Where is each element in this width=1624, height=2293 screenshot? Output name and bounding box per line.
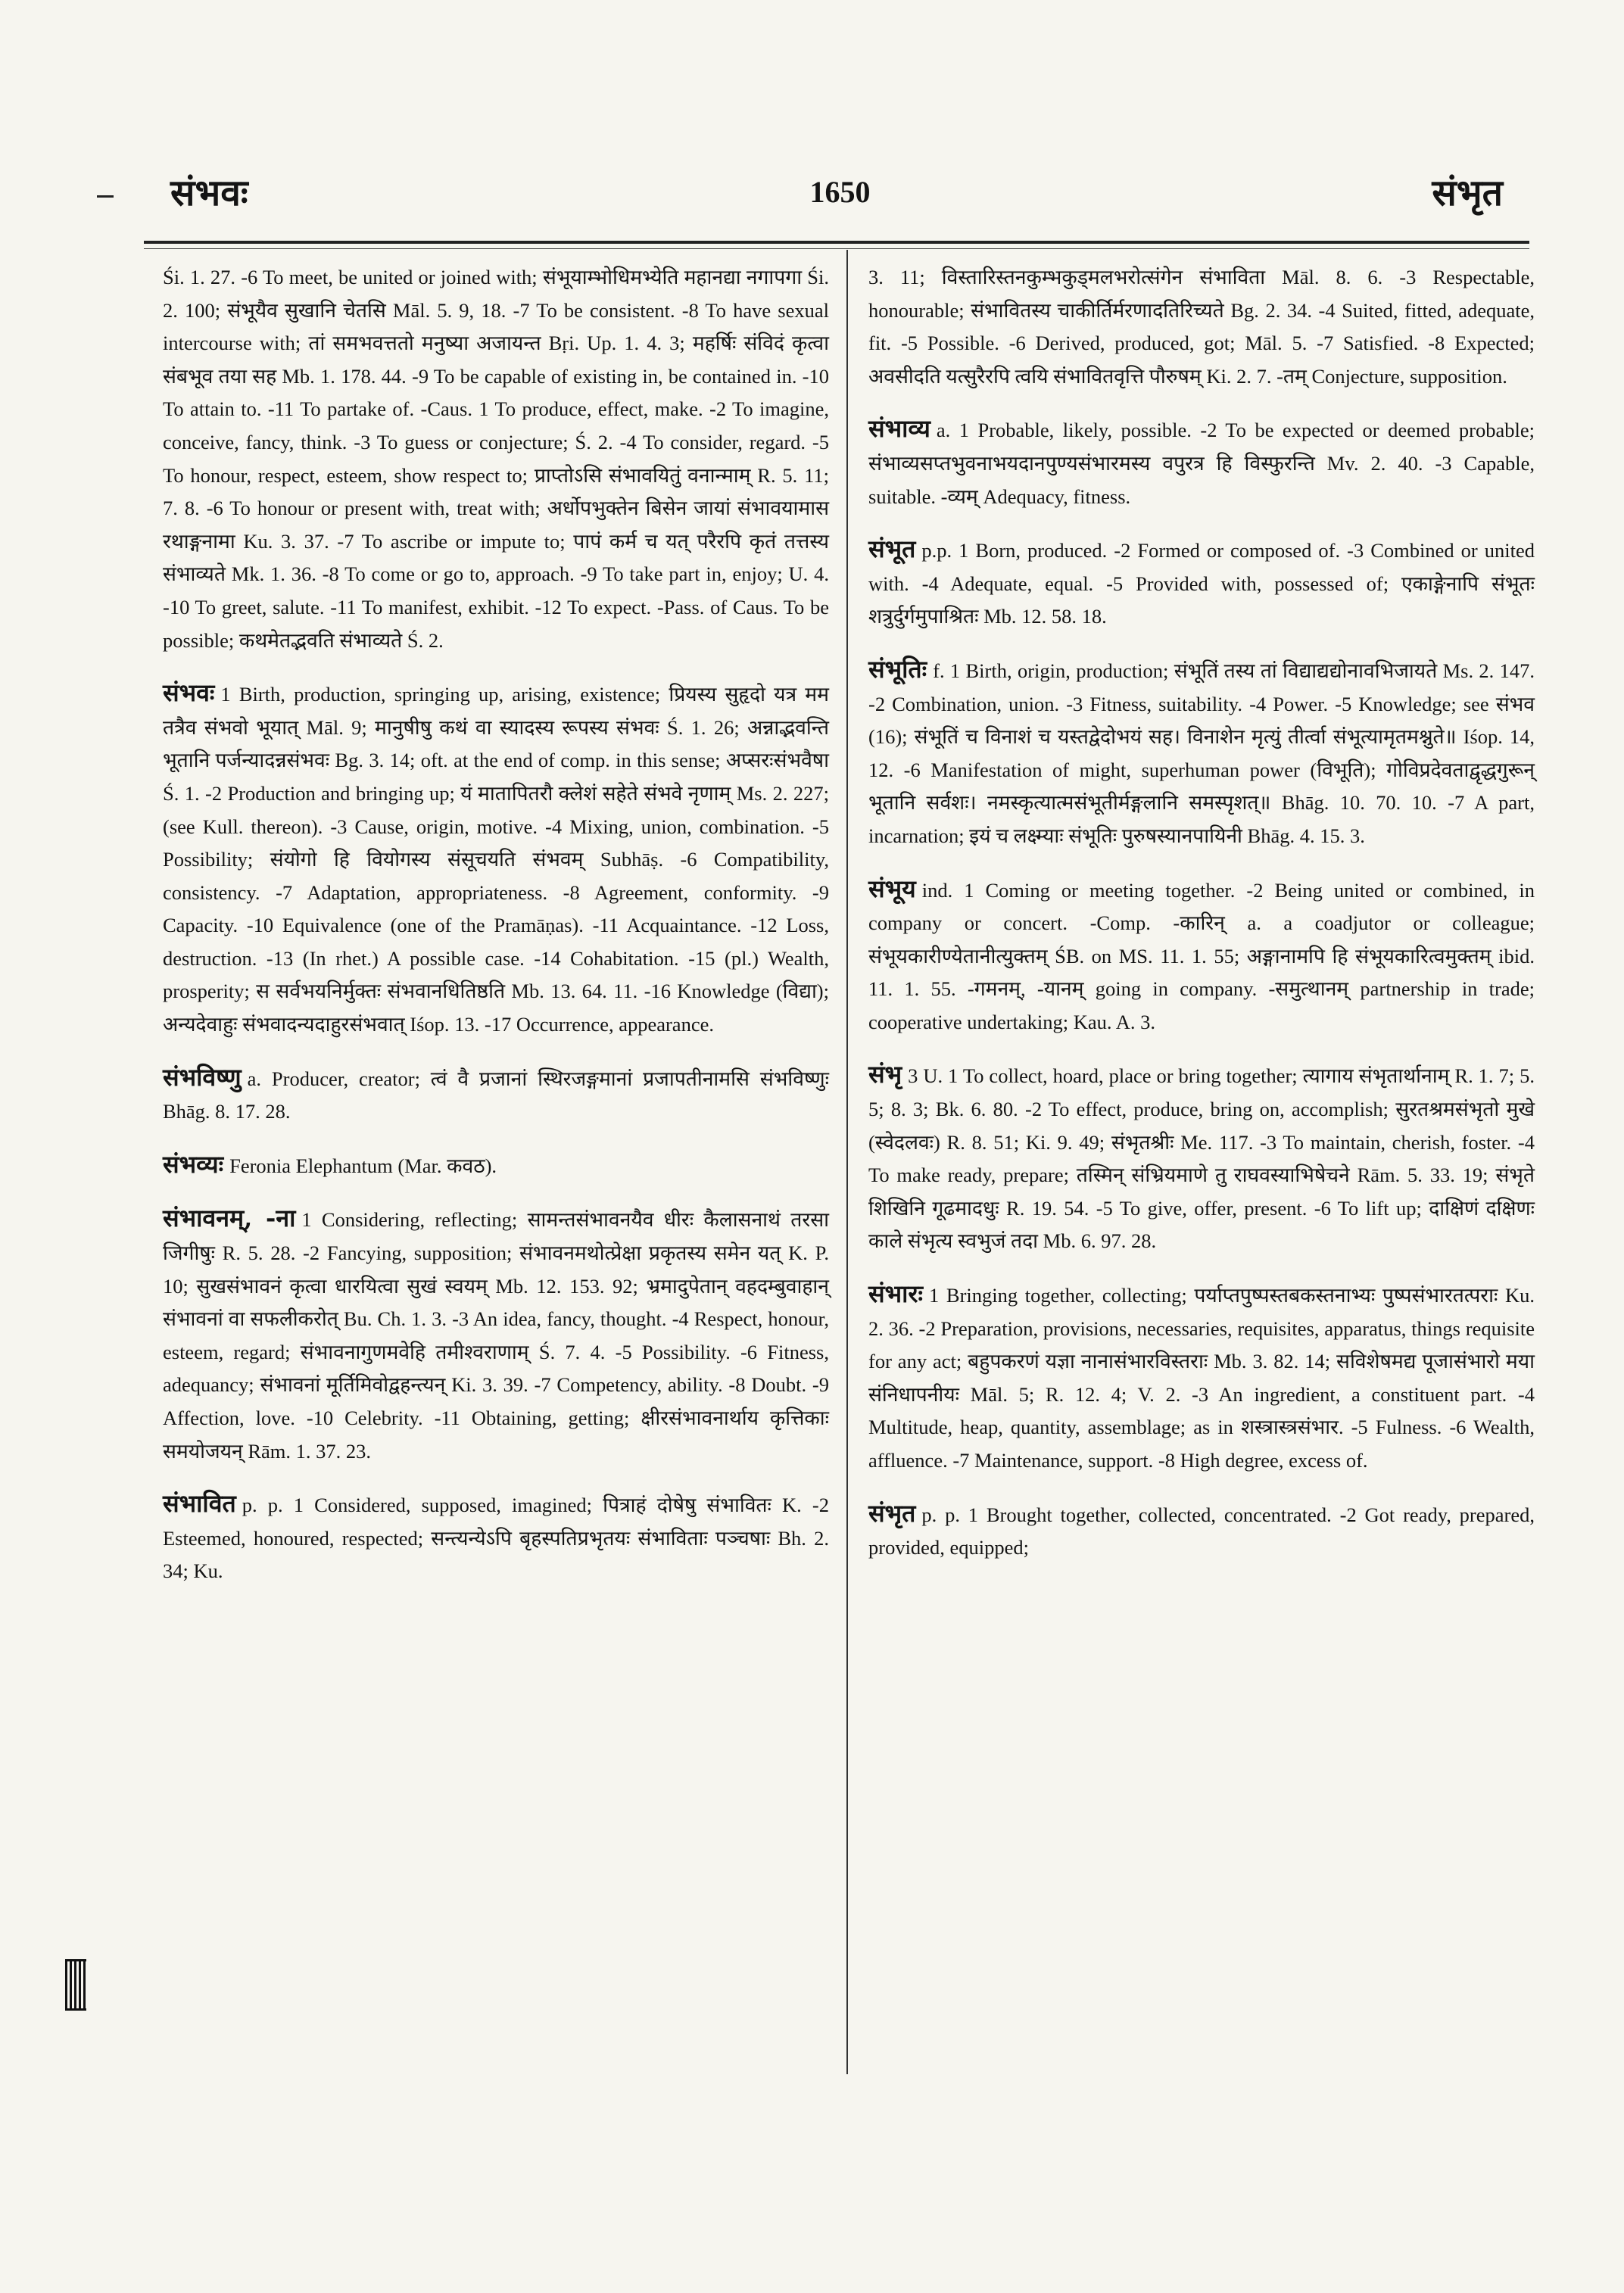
- running-header: [170, 165, 1503, 218]
- dictionary-entry: [868, 1278, 1535, 1478]
- entry-definition: p. p. 1 Considered, supposed, imagined; पित्राहं दोषेषु संभावितः K. -2 Esteemed, honoured, respected; सन्त्यन्येऽपि बृहस्पतिप्रभृतयः संभाविताः पञ्चषाः Bh. 2. 34; Ku.: [163, 1494, 829, 1583]
- entry-headword: संभूय: [868, 874, 916, 903]
- page-number: 1650: [809, 174, 871, 209]
- dictionary-entry: [163, 261, 829, 657]
- entry-headword: संभूत: [868, 534, 916, 564]
- entry-headword: संभृत: [868, 1498, 916, 1528]
- entry-headword: संभावनम्, -ना: [163, 1204, 296, 1233]
- entry-headword: संभवः: [163, 678, 215, 708]
- dictionary-entry: [163, 1488, 829, 1588]
- entry-headword: संभृ: [868, 1060, 902, 1089]
- dictionary-entry: [868, 261, 1535, 393]
- dictionary-entry: [163, 1148, 829, 1183]
- dictionary-entry: [868, 533, 1535, 634]
- entry-definition: Feronia Elephantum (Mar. कवठ).: [229, 1154, 497, 1177]
- left-running-headword: संभवः: [170, 171, 248, 214]
- entry-definition: f. 1 Birth, origin, production; संभूतिं तस्य तां विद्याद्यद्योनावभिजायते Ms. 2. 147. -2 Combination, union. -3 Fitness, suitability. -4 Power. -5 Knowledge; see संभव (16); संभूतिं च विनाशं च यस्तद्वेदोभयं सह। विनाशेन मृत्युं तीर्त्वा संभूत्यामृतमश्नुते॥ Iśop. 14, 12. -6 Manifestation of might, superhuman power (विभूति); गोविप्रदेवताद्वृद्धगुरून् भूतानि सर्वशः। नमस्कृत्यात्मसंभूतीर्मङ्गलानि समस्पृशत्॥ Bhāg. 10. 70. 10. -7 A part, incarnation; इयं च लक्ष्म्याः संभूतिः पुरुषस्यानपायिनी Bhāg. 4. 15. 3.: [868, 659, 1535, 847]
- right-running-headword: संभृत: [1432, 171, 1503, 214]
- entry-headword: संभविष्णु: [163, 1062, 242, 1092]
- column-divider: [846, 250, 848, 2074]
- dictionary-entry: [163, 1202, 829, 1468]
- margin-register-mark: [65, 1959, 86, 2011]
- entry-definition: Śi. 1. 27. -6 To meet, be united or joined with; संभूयाम्भोधिमभ्येति महानद्या नगापगा Śi. 2. 100; संभूयैव सुखानि चेतसि Māl. 5. 9, 18. -7 To be consistent. -8 To have sexual intercourse with; तां समभवत्ततो मनुष्या अजायन्त Bṛi. Up. 1. 4. 3; महर्षिः संविदं कृत्वा संबभूव तया सह Mb. 1. 178. 44. -9 To be capable of existing in, be contained in. -10 To attain to. -11 To partake of. -Caus. 1 To produce, effect, make. -2 To imagine, conceive, fancy, think. -3 To guess or conjecture; Ś. 2. -4 To consider, regard. -5 To honour, respect, esteem, show respect to; प्राप्तोऽसि संभावयितुं वनान्माम् R. 5. 11; 7. 8. -6 To honour or present with, treat with; अर्धोपभुक्तेन बिसेन जायां संभावयामास रथाङ्गनामा Ku. 3. 37. -7 To ascribe or impute to; पापं कर्म च यत् परैरपि कृतं तत्तस्य संभाव्यते Mk. 1. 36. -8 To come or go to, approach. -9 To take part in, enjoy; U. 4. -10 To greet, salute. -11 To manifest, exhibit. -12 To expect. -Pass. of Caus. To be possible; कथमेतद्भवति संभाव्यते Ś. 2.: [163, 266, 829, 652]
- entry-definition: 3 U. 1 To collect, hoard, place or bring together; त्यागाय संभृतार्थानाम् R. 1. 7; 5. 5; 8. 3; Bk. 6. 80. -2 To effect, produce, bring on, accomplish; सुरतश्रमसंभृतो मुखे (स्वेदलवः) R. 8. 51; Ki. 9. 49; संभृतश्रीः Me. 117. -3 To maintain, cherish, foster. -4 To make ready, prepare; तस्मिन् संभ्रियमाणे तु राघवस्याभिषेचने Rām. 5. 33. 19; संभृते शिखिनि गूढमादधुः R. 19. 54. -5 To give, offer, present. -6 To lift up; दाक्षिणं दक्षिणः काले संभृत्य स्वभुजं तदा Mb. 6. 97. 28.: [868, 1064, 1535, 1253]
- entry-definition: 3. 11; विस्तारिस्तनकुम्भकुड्मलभरोत्संगेन संभाविता Māl. 8. 6. -3 Respectable, honourable; संभावितस्य चाकीर्तिर्मरणादतिरिच्यते Bg. 2. 34. -4 Suited, fitted, adequate, fit. -5 Possible. -6 Derived, produced, got; Māl. 5. -7 Satisfied. -8 Expected; अवसीदति यत्सुरैरपि त्वयि संभावितवृत्ति पौरुषम् Ki. 2. 7. -तम् Conjecture, supposition.: [868, 266, 1535, 388]
- entry-headword: संभव्यः: [163, 1149, 224, 1179]
- entry-headword: संभूतिः: [868, 654, 927, 684]
- header-rule: [144, 241, 1529, 244]
- entry-definition: 1 Considering, reflecting; सामन्तसंभावनयैव धीरः कैलासनाथं तरसा जिगीषुः R. 5. 28. -2 Fancying, supposition; संभावनमथोत्प्रेक्षा प्रकृतस्य समेन यत् K. P. 10; सुखसंभावनं कृत्वा धारयित्वा सुखं स्वयम् Mb. 12. 153. 92; भ्रमादुपेतान् वहदम्बुवाहान् संभावनां वा सफलीकरोत् Bu. Ch. 1. 3. -3 An idea, fancy, thought. -4 Respect, honour, esteem, regard; संभावनागुणमवेहि तमीश्वराणाम् Ś. 7. 4. -5 Possibility. -6 Fitness, adequancy; संभावनां मूर्तिमिवोद्वहन्त्यन् Ki. 3. 39. -7 Competency, ability. -8 Doubt. -9 Affection, love. -10 Celebrity. -11 Obtaining, getting; क्षीरसंभावनार्थाय कृत्तिकाः समयोजयन् Rām. 1. 37. 23.: [163, 1208, 829, 1463]
- entry-definition: a. Producer, creator; त्वं वै प्रजानां स्थिरजङ्गमानां प्रजापतीनामसि संभविष्णुः Bhāg. 8. 17. 28.: [163, 1067, 829, 1123]
- entry-definition: 1 Birth, production, springing up, arising, existence; प्रियस्य सुहृदो यत्र मम तत्रैव संभवो भूयात् Māl. 9; मानुषीषु कथं वा स्यादस्य रूपस्य संभवः Ś. 1. 26; अन्नाद्भवन्ति भूतानि पर्जन्यादन्नसंभवः Bg. 3. 14; oft. at the end of comp. in this sense; अप्सरःसंभवैषा Ś. 1. -2 Production and bringing up; यं मातापितरौ क्लेशं सहेते संभवे नृणाम् Ms. 2. 227; (see Kull. thereon). -3 Cause, origin, motive. -4 Mixing, union, combination. -5 Possibility; संयोगो हि वियोगस्य संसूचयति संभवम् Subhāṣ. -6 Compatibility, consistency. -7 Adaptation, appropriateness. -8 Agreement, conformity. -9 Capacity. -10 Equivalence (one of the Pramāṇas). -11 Acquaintance. -12 Loss, destruction. -13 (In rhet.) A possible case. -14 Cohabitation. -15 (pl.) Wealth, prosperity; स सर्वभयनिर्मुक्तः संभवानधितिष्ठति Mb. 13. 64. 11. -16 Knowledge (विद्या); अन्यदेवाहुः संभवादन्यदाहुरसंभवात् Iśop. 13. -17 Occurrence, appearance.: [163, 683, 829, 1036]
- entry-definition: 1 Bringing together, collecting; पर्याप्तपुष्पस्तबकस्तनाभ्यः पुष्पसंभारतत्पराः Ku. 2. 36. -2 Preparation, provisions, necessaries, requisites, apparatus, things requisite for any act; बहुपकरणं यज्ञा नानासंभारविस्तराः Mb. 3. 82. 14; सविशेषमद्य पूजासंभारो मया संनिधापनीयः Māl. 5; R. 12. 4; V. 2. -3 An ingredient, a constituent part. -4 Multitude, heap, quantity, assemblage; as in शस्त्रास्त्रसंभार. -5 Fulness. -6 Wealth, affluence. -7 Maintenance, support. -8 High degree, excess of.: [868, 1284, 1535, 1472]
- dictionary-entry: [868, 1497, 1535, 1565]
- entry-headword: संभाव्य: [868, 414, 930, 444]
- left-column: [163, 261, 829, 1608]
- entry-headword: संभावित: [163, 1489, 236, 1519]
- entry-definition: p. p. 1 Brought together, collected, concentrated. -2 Got ready, prepared, provided, equipped;: [868, 1503, 1535, 1559]
- right-column: [868, 261, 1535, 1584]
- entry-definition: p.p. 1 Born, produced. -2 Formed or composed of. -3 Combined or united with. -4 Adequate, equal. -5 Provided with, possessed of; एकाङ्गेनापि संभूतः शत्रुर्दुर्गमुपाश्रितः Mb. 12. 58. 18.: [868, 539, 1535, 628]
- dictionary-entry: [868, 413, 1535, 513]
- dictionary-entry: [868, 653, 1535, 853]
- dictionary-entry: [163, 1061, 829, 1129]
- entry-definition: ind. 1 Coming or meeting together. -2 Being united or combined, in company or concert. -Comp. -कारिन् a. a coadjutor or colleague; संभूयकारीण्येतानीत्युक्तम् ŚB. on MS. 11. 1. 55; अङ्गानामपि हि संभूयकारित्वमुक्तम् ibid. 11. 1. 55. -गमनम्, -यानम् going in company. -समुत्थानम् partnership in trade; cooperative undertaking; Kau. A. 3.: [868, 878, 1535, 1033]
- dictionary-entry: [163, 677, 829, 1042]
- dictionary-entry: [868, 1058, 1535, 1258]
- margin-tick: [97, 195, 114, 198]
- entry-headword: संभारः: [868, 1279, 923, 1309]
- entry-definition: a. 1 Probable, likely, possible. -2 To be expected or deemed probable; संभाव्यसप्तभुवनाभयदानपुण्यसंभारमस्य वपुरत्र हि विस्फुरन्ति Mv. 2. 40. -3 Capable, suitable. -व्यम् Adequacy, fitness.: [868, 419, 1535, 508]
- header-rule-thin: [144, 248, 1529, 249]
- dictionary-entry: [868, 873, 1535, 1039]
